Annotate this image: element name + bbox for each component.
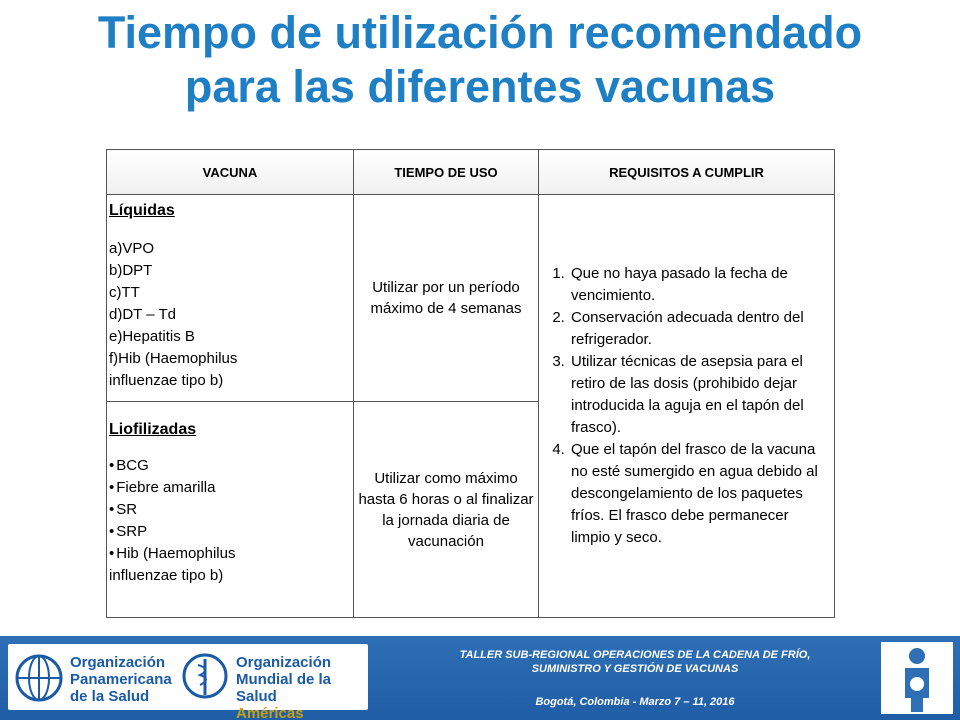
ops-line-1: Organización bbox=[70, 654, 166, 671]
liquid-vaccine-list bbox=[109, 238, 351, 392]
vaccine-table bbox=[106, 149, 834, 619]
header-requisitos: REQUISITOS A CUMPLIR bbox=[539, 150, 835, 195]
time-cell-liofilizadas: Utilizar como máximo hasta 6 horas o al finalizar la jornada diaria de vacunación bbox=[354, 402, 539, 618]
vaccine-cell-liofilizadas bbox=[107, 402, 354, 618]
oms-line-3: Américas bbox=[236, 705, 304, 722]
list-item: 3. Utilizar técnicas de asepsia para el retiro de las dosis (prohibido dejar introducida la aguja en el tapón del frasco). bbox=[569, 351, 830, 439]
requirements-cell bbox=[539, 195, 835, 618]
time-cell-liquidas: Utilizar por un período máximo de 4 semanas bbox=[354, 195, 539, 402]
group-title-liquidas: Líquidas bbox=[109, 202, 175, 219]
list-item: • Fiebre amarilla bbox=[109, 477, 351, 499]
title-line-2: para las diferentes vacunas bbox=[184, 61, 776, 112]
list-item: e)Hepatitis B bbox=[109, 328, 195, 345]
ops-logo-text bbox=[70, 654, 172, 705]
mother-child-logo bbox=[881, 642, 953, 714]
workshop-title bbox=[390, 648, 880, 676]
list-item: • SRP bbox=[109, 521, 351, 543]
who-emblem-icon bbox=[180, 651, 230, 701]
page-title bbox=[0, 6, 960, 114]
workshop-date: Bogotá, Colombia - Marzo 7 – 11, 2016 bbox=[535, 696, 735, 708]
list-item: c)TT bbox=[109, 284, 140, 301]
list-item: 2. Conservación adecuada dentro del refrigerador. bbox=[569, 307, 830, 351]
list-item: influenzae tipo b) bbox=[109, 372, 224, 389]
ops-line-3: de la Salud bbox=[70, 688, 150, 705]
list-item: • Hib (Haemophilus bbox=[109, 543, 351, 565]
list-item: • BCG bbox=[109, 455, 351, 477]
title-line-1: Tiempo de utilización recomendado bbox=[97, 7, 863, 58]
workshop-line-2: SUMINISTRO Y GESTIÓN DE VACUNAS bbox=[531, 663, 739, 675]
globe-icon bbox=[14, 653, 64, 703]
list-item: a)VPO bbox=[109, 240, 155, 257]
vaccine-cell-liquidas bbox=[107, 195, 354, 402]
oms-line-2: Mundial de la Salud bbox=[236, 671, 332, 705]
requirements-list bbox=[543, 263, 830, 549]
list-item: 1. Que no haya pasado la fecha de vencimiento. bbox=[569, 263, 830, 307]
workshop-line-1: TALLER SUB-REGIONAL OPERACIONES DE LA CADENA DE FRÍO, bbox=[459, 649, 811, 661]
ops-line-2: Panamericana bbox=[70, 671, 172, 688]
list-item: d)DT – Td bbox=[109, 306, 176, 323]
mother-child-icon bbox=[881, 642, 953, 714]
lyo-vaccine-list bbox=[109, 455, 351, 565]
logos-panel bbox=[8, 644, 368, 722]
list-item: f)Hib (Haemophilus bbox=[109, 350, 238, 367]
list-item: b)DPT bbox=[109, 262, 153, 279]
oms-logo-text bbox=[236, 654, 368, 722]
list-item: 4. Que el tapón del frasco de la vacuna no esté sumergido en agua debido al descongelamiento de los paquetes fríos. El frasco debe permanecer limpio y seco. bbox=[569, 439, 830, 549]
footer-bar bbox=[0, 636, 960, 720]
table-header-row bbox=[107, 150, 835, 195]
lyo-last-line: influenzae tipo b) bbox=[109, 567, 224, 584]
oms-line-1: Organización bbox=[236, 654, 332, 671]
table-row-liquidas bbox=[107, 195, 835, 402]
list-item: • SR bbox=[109, 499, 351, 521]
header-tiempo: TIEMPO DE USO bbox=[354, 150, 539, 195]
group-title-liofilizadas: Liofilizadas bbox=[109, 421, 197, 438]
header-vacuna: VACUNA bbox=[107, 150, 354, 195]
